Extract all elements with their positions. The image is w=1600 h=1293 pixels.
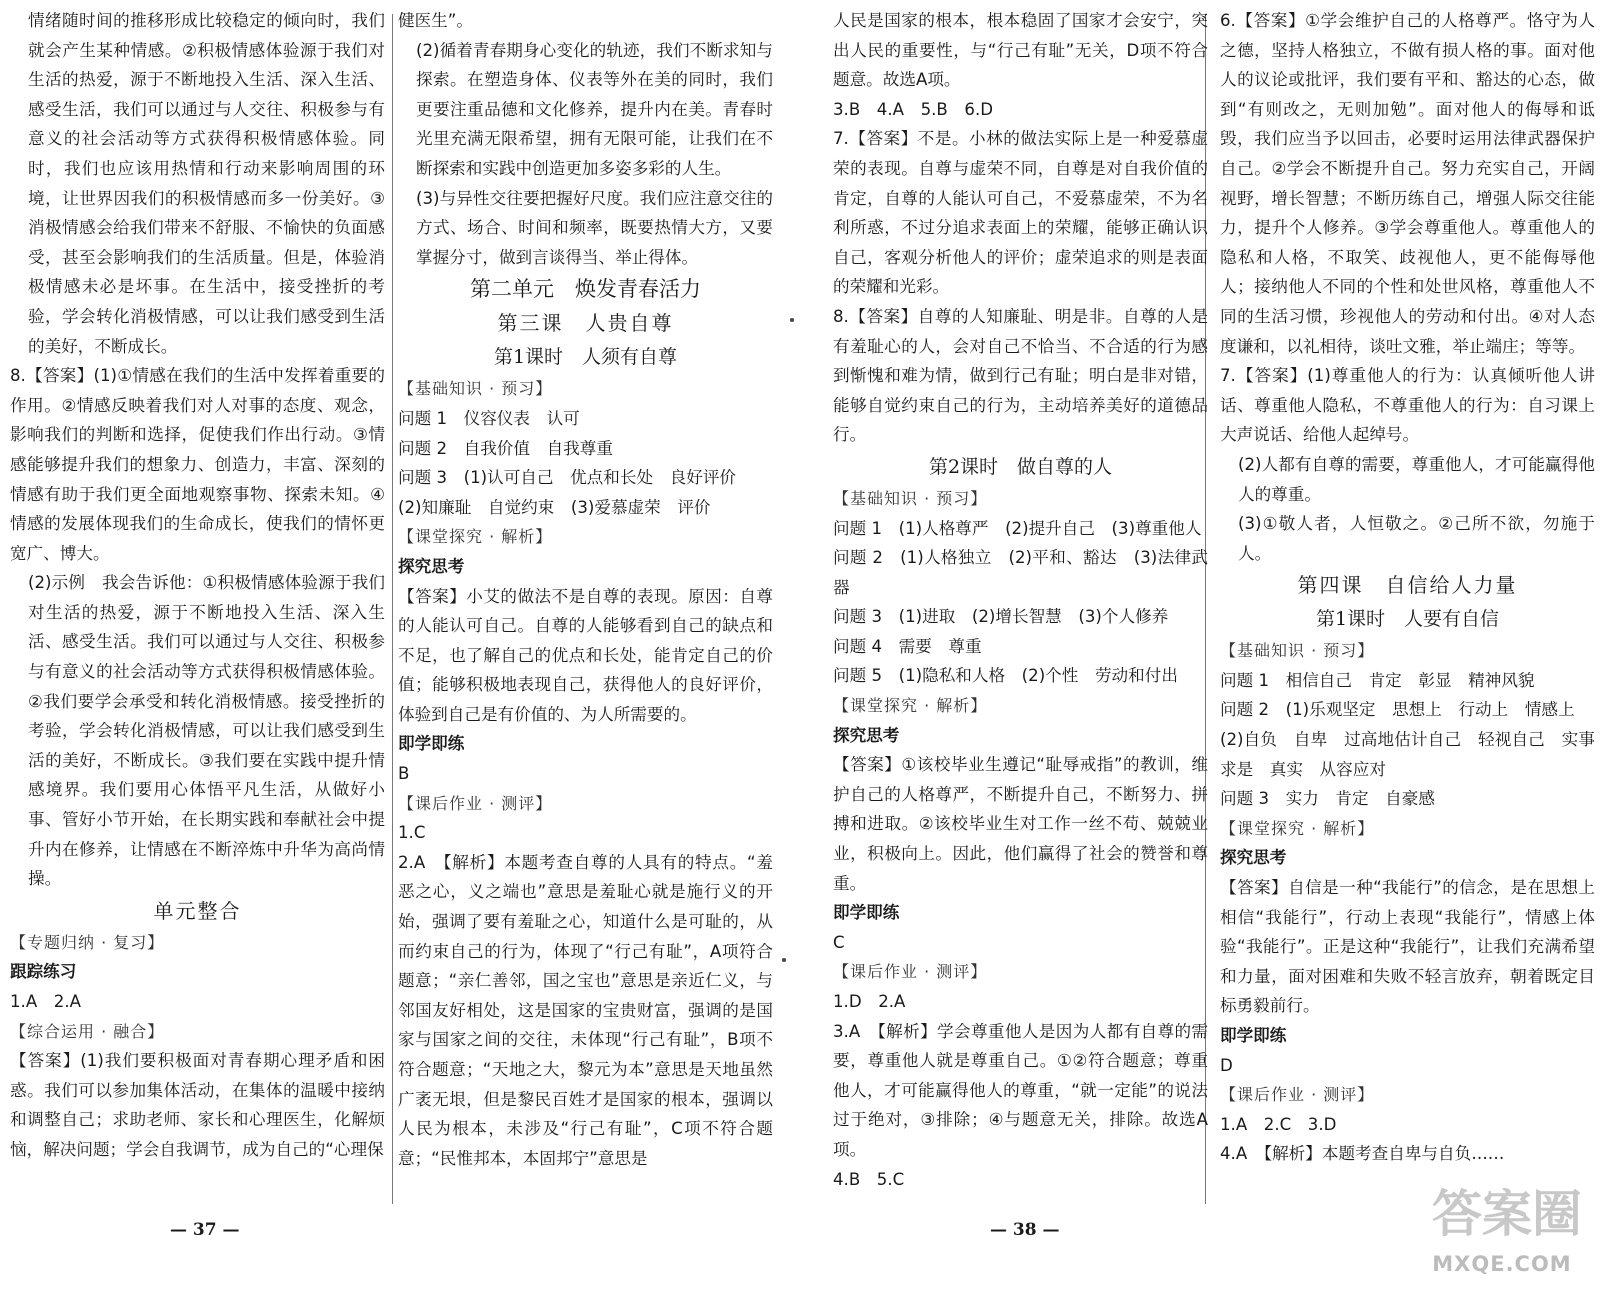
subsection-heading: 即学即练 (1220, 1026, 1287, 1045)
answer-6: 6.【答案】①学会维护自己的人格尊严。恪守为人之德，坚持人格独立，不做有损人格的事。面对他人的议论或批评，我们要有平和、豁达的心态，做到“有则改之，无则加勉”。面对他人的侮辱和诋毁，我们应当予以回击，必要时运用法律武器保护自己。②学会不断提升自己。努力充实自己，开阔视野，增长智慧；不断历练自己，增强人际交往能力，提升个人修养。③学会尊重他人。尊重他人的隐私和人格，不取笑、歧视他人，更不能侮辱他人；接纳他人不同的个性和处世风格，尊重他人不同的生活习惯，珍视他人的劳动和付出。④对人态度谦和，以礼相待，谈吐文雅，举止端庄；等等。 (1220, 11, 1595, 356)
paragraph: (3)①敬人者，人恒敬之。②己所不欲，勿施于人。 (1238, 514, 1595, 563)
answer-line: 4.B 5.C (833, 1169, 905, 1189)
answer-paragraph: 3.A 【解析】学会尊重他人是因为人都有自尊的需要，尊重他人就是尊重自己。①②符合题意；尊重他人，才可能赢得他人的尊重，“就一定能”的说法过于绝对，③排除；④与题意无关，排除。故选A项。 (833, 1021, 1208, 1159)
period-title: 第2课时 做自尊的人 (928, 455, 1113, 478)
paragraph: 人民是国家的根本，根本稳固了国家才会安宁，突出人民的重要性，与“行己有耻”无关，D项不符合题意。故选A项。 (833, 11, 1208, 90)
page-number-37: — 37 — (170, 1220, 240, 1240)
subsection-heading: 即学即练 (833, 903, 900, 923)
paragraph: (2)人都有自尊的需要，尊重他人，才可能赢得他人的尊重。 (1238, 454, 1595, 504)
period-title: 第1课时 人要有自信 (1315, 608, 1500, 631)
section-label: 【综合运用 · 融合】 (10, 1021, 165, 1041)
page-number-38: — 38 — (990, 1220, 1060, 1240)
unit-title: 第二单元 焕发青春活力 (470, 277, 701, 302)
answer-paragraph: 【答案】自信是一种“我能行”的信念，是在思想上相信“我能行”，行动上表现“我能行”，情感上体验“我能行”。正是这种“我能行”，让我们充满希望和力量，面对困难和失败不轻言放弃，朝着既定目标勇毅前行。 (1220, 878, 1595, 1016)
question-line: 问题 1 (1)人格尊严 (2)提升自己 (3)尊重他人 (833, 518, 1202, 538)
answer-line: 3.B 4.A 5.B 6.D (833, 99, 994, 119)
subsection-heading: 即学即练 (398, 734, 465, 754)
question-line: 问题 1 仪容仪表 认可 (398, 408, 580, 428)
question-line: 问题 2 (1)人格独立 (2)平和、豁达 (3)法律武器 (833, 548, 1208, 597)
page38-column-left (833, 6, 1208, 1194)
subsection-heading: 探究思考 (1220, 848, 1287, 868)
watermark-logo: 答案圈 (1432, 1185, 1582, 1243)
question-line: 问题 2 (1)乐观坚定 思想上 行动上 情感上 (1220, 700, 1575, 720)
watermark-site: MXQE.COM (1432, 1252, 1572, 1276)
answer-line: 1.A 2.C 3.D (1220, 1114, 1337, 1134)
question-line: 问题 3 实力 肯定 自豪感 (1220, 789, 1435, 809)
answer-line: 4.A 【解析】本题考查自卑与自负…… (1220, 1144, 1505, 1164)
lesson-title: 第四课 自信给人力量 (1297, 573, 1518, 598)
section-label: 【专题归纳 · 复习】 (10, 932, 165, 952)
page38-column-right (1220, 6, 1595, 1169)
page37-column-right (398, 6, 773, 1173)
answer-paragraph: 【答案】(1)我们要积极面对青春期心理矛盾和困惑。我们可以参加集体活动，在集体的温暖中接纳和调整自己；求助老师、家长和心理医生，化解烦恼，解决问题；学会自我调节，成为自己的“心理保 (10, 1051, 385, 1159)
section-label: 【课后作业 · 测评】 (1220, 1085, 1375, 1105)
section-label: 【课堂探究 · 解析】 (398, 527, 553, 547)
answer-8: 8.【答案】(1)①情感在我们的生活中发挥着重要的作用。②情感反映着我们对人对事的态度、观念，影响我们的判断和选择，促使我们作出行动。③情感能够提升我们的想象力、创造力，丰富、深刻的情感有助于我们更全面地观察事物、探索未知。④情感的发展体现我们的生命成长，使我们的情怀更宽广、博大。 (10, 366, 385, 563)
section-label: 【基础知识 · 预习】 (398, 379, 553, 399)
answer-paragraph: 2.A 【解析】本题考查自尊的人具有的特点。“羞恶之心，义之端也”意思是羞耻心就是施行义的开始，强调了要有羞耻之心，知道什么是可耻的，从而约束自己的行为，体现了“行己有耻”，A项符合题意；“亲仁善邻，国之宝也”意思是亲近仁义，与邻国友好相处，这是国家的宝贵财富，强调的是国家与国家之间的交往，未体现“行己有耻”，B项不符合题意；“天地之大，黎元为本”意思是天地虽然广袤无垠，但是黎民百姓才是国家的根本，强调以人民为根本，未涉及“行己有耻”，C项不符合题意；“民惟邦本，本固邦宁”意思是 (398, 852, 773, 1168)
question-line: 问题 3 (1)进取 (2)增长智慧 (3)个人修养 (833, 607, 1169, 627)
question-line: 问题 1 相信自己 肯定 彰显 精神风貌 (1220, 670, 1535, 690)
answer-7: 7.【答案】不是。小林的做法实际上是一种爱慕虚荣的表现。自尊与虚荣不同，自尊是对自我价值的肯定，自尊的人能认可自己，不爱慕虚荣，不为名利所惑，不过分追求表面上的荣耀，能够正确认识自己，客观分析他人的评价；虚荣追求的则是表面的荣耀和光彩。 (833, 129, 1208, 297)
period-title: 第1课时 人须有自尊 (493, 346, 678, 369)
answer-line: D (1220, 1055, 1233, 1075)
paragraph: (2)循着青春期身心变化的轨迹，我们不断求知与探索。在塑造身体、仪表等外在美的同时，我们更要注重品德和文化修养，提升内在美。青春时光里充满无限希望，拥有无限可能，让我们在不断探索和实践中创造更加多姿多彩的人生。 (416, 40, 773, 178)
answer-paragraph: 【答案】①该校毕业生遵记“耻辱戒指”的教训，维护自己的人格尊严，不断提升自己，不断努力、拼搏和进取。②该校毕业生对工作一丝不苟、兢兢业业，积极向上。因此，他们赢得了社会的赞誉和尊重。 (833, 755, 1208, 893)
answer-8: 8.【答案】自尊的人知廉耻、明是非。自尊的人是有羞耻心的人，会对自己不恰当、不合适的行为感到惭愧和难为情，做到行己有耻；明白是非对错，能够自觉约束自己的行为，主动培养美好的道德品行。 (833, 306, 1208, 445)
question-line: (2)自负 自卑 过高地估计自己 轻视自己 实事求是 真实 从容应对 (1220, 730, 1595, 779)
section-label: 【课堂探究 · 解析】 (1220, 818, 1375, 838)
paragraph: 情绪随时间的推移形成比较稳定的倾向时，我们就会产生某种情感。②积极情感体验源于我们对生活的热爱，源于不断地投入生活、深入生活、感受生活，我们可以通过与人交往、积极参与有意义的社会活动等方式获得积极情感体验。同时，我们也应该用热情和行动来影响周围的环境，让世界因我们的积极情感而多一份美好。③消极情感会给我们带来不舒服、不愉快的负面感受，甚至会影响我们的生活质量。但是，体验消极情感未必是坏事。在生活中，接受挫折的考验，学会转化消极情感，可以让我们感受到生活的美好，不断成长。 (28, 11, 385, 356)
answer-7: 7.【答案】(1)尊重他人的行为：认真倾听他人讲话、尊重他人隐私，不尊重他人的行为：自习课上大声说话、给他人起绰号。 (1220, 366, 1595, 445)
column-separator (392, 14, 393, 1204)
answer-line: 1.D 2.A (833, 992, 906, 1011)
question-line: 问题 2 自我价值 自我尊重 (398, 438, 613, 458)
answer-paragraph: 【答案】小艾的做法不是自尊的表现。原因：自尊的人能认可自己。自尊的人能够看到自己的缺点和不足，也了解自己的优点和长处，能肯定自己的价值；能够积极地表现自己，获得他人的良好评价，体验到自己是有价值的、为人所需要的。 (398, 586, 773, 724)
answer-line: 1.A 2.A (10, 992, 81, 1011)
answer-line: 1.C (398, 823, 426, 843)
page37-column-left (10, 6, 385, 1165)
lesson-title: 第三课 人贵自尊 (497, 311, 674, 336)
subsection-heading: 探究思考 (398, 556, 465, 576)
answer-line: B (398, 764, 410, 784)
answer-line: C (833, 932, 845, 952)
section-label: 【基础知识 · 预习】 (833, 488, 988, 508)
subsection-heading: 跟踪练习 (10, 962, 77, 982)
section-label: 【基础知识 · 预习】 (1220, 641, 1375, 661)
paragraph: (2)示例 我会告诉他：①积极情感体验源于我们对生活的热爱，源于不断地投入生活、深入生活、感受生活。我们可以通过与人交往、积极参与有意义的社会活动等方式获得积极情感体验。②我们要学会承受和转化消极情感。接受挫折的考验，学会转化消极情感，可以让我们感受到生活的美好，不断成长。③我们要在实践中提升情感境界。我们要用心体悟平凡生活，从做好小事、管好小节开始，在长期实践和奉献社会中提升内在修养，让情感在不断淬炼中升华为高尚情操。 (28, 573, 385, 889)
section-label: 【课堂探究 · 解析】 (833, 696, 988, 716)
question-line: (2)知廉耻 自觉约束 (3)爱慕虚荣 评价 (398, 497, 711, 517)
paragraph: (3)与异性交往要把握好尺度。我们应注意交往的方式、场合、时间和频率，既要热情大方，又要掌握分寸，做到言谈得当、举止得体。 (416, 188, 773, 267)
subsection-heading: 探究思考 (833, 725, 900, 745)
paragraph: 健医生”。 (398, 11, 473, 30)
section-title-unit-summary: 单元整合 (153, 898, 242, 923)
question-line: 问题 4 需要 尊重 (833, 636, 982, 656)
scan-speck (790, 318, 794, 322)
scan-speck (782, 958, 786, 962)
question-line: 问题 3 (1)认可自己 优点和长处 良好评价 (398, 468, 737, 488)
watermark (1412, 1178, 1592, 1288)
question-line: 问题 5 (1)隐私和人格 (2)个性 劳动和付出 (833, 666, 1178, 686)
section-label: 【课后作业 · 测评】 (833, 962, 988, 982)
section-label: 【课后作业 · 测评】 (398, 793, 553, 813)
